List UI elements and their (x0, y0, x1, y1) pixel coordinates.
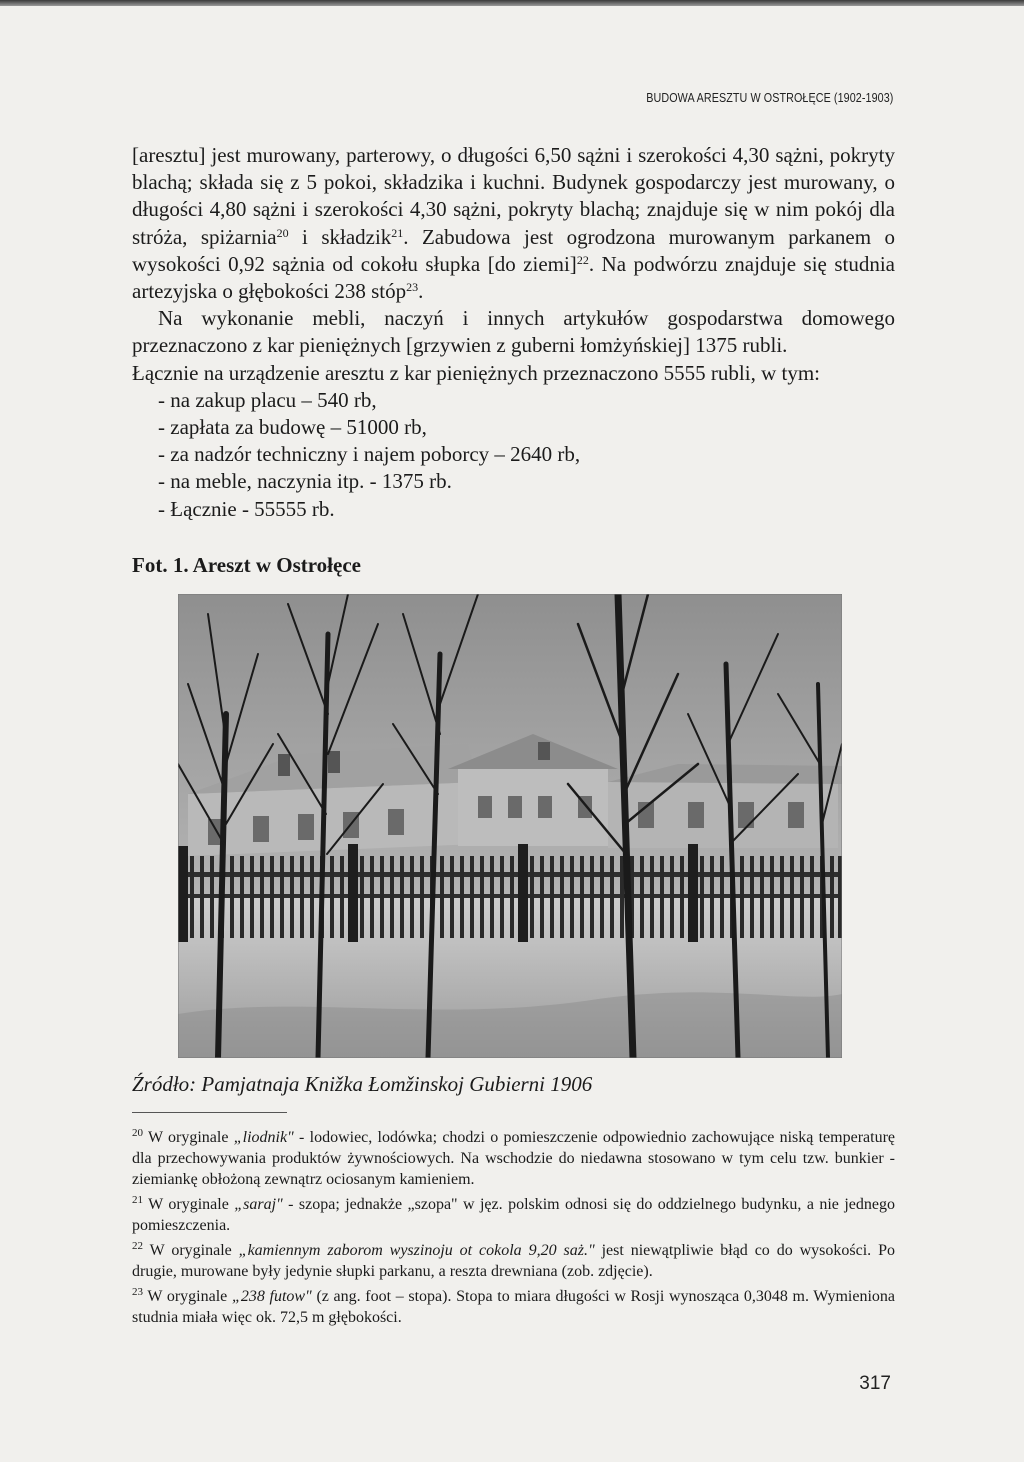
figure-caption: Fot. 1. Areszt w Ostrołęce (132, 553, 361, 577)
text-run: . (418, 279, 424, 304)
main-text (132, 142, 895, 523)
footnote-number: 20 (132, 1127, 143, 1139)
paragraph-total: Łącznie na urządzenie aresztu z kar pieniężnych przeznaczono 5555 rubli, w tym: (132, 360, 820, 385)
text-run: W oryginale (143, 1129, 234, 1146)
cost-list (132, 387, 895, 523)
cost-item: - zapłata za budowę – 51000 rb, (158, 415, 427, 440)
footnote-ref-23[interactable]: 23 (406, 280, 419, 295)
photo-drawing (178, 594, 842, 1058)
footnote-separator (132, 1112, 287, 1113)
text-run: [aresztu] jest murowany, parterowy, o długości 6,50 sążni i szerokości 4,30 sążni, pokryty blachą; składa się z 5 pokoi, składzika i kuchni. Budynek gospodarczy jest murowany, o długości 4,80 sążni i szerokości 4,30 sążni, pokryty blachą; znajduje się w nim pokój dla stróża, spiżarnia (132, 143, 895, 249)
scan-edge (0, 0, 1024, 6)
chimney (538, 742, 550, 760)
footnote-21 (132, 1194, 895, 1236)
footnote-term: „liodnik" (233, 1129, 294, 1146)
figure-source: Źródło: Pamjatnaja Knižka Łomžinskoj Gubierni 1906 (132, 1072, 593, 1096)
cost-item: - na meble, naczynia itp. - 1375 rb. (158, 469, 452, 494)
paragraph-furniture: Na wykonanie mebli, naczyń i innych artykułów gospodarstwa domowego przeznaczono z kar pieniężnych [grzywien z guberni łomżyńskiej] 1375 rubli. (132, 306, 895, 358)
footnote-22 (132, 1240, 895, 1282)
running-header: BUDOWA ARESZTU W OSTROŁĘCE (1902-1903) (645, 91, 893, 105)
footnote-term: „saraj" (234, 1196, 283, 1213)
footnote-term: „kamiennym zaborom wyszinoju ot cokola 9,20 saż." (238, 1242, 595, 1259)
cost-item: - na zakup placu – 540 rb, (158, 387, 377, 412)
footnote-number: 22 (132, 1240, 143, 1252)
footnote-ref-21[interactable]: 21 (391, 225, 404, 240)
footnote-ref-20[interactable]: 20 (276, 225, 289, 240)
text-run: i składzik (288, 224, 392, 249)
text-run: W oryginale (143, 1242, 239, 1259)
footnote-term: „238 futow" (231, 1288, 312, 1305)
text-run: W oryginale (143, 1288, 232, 1305)
footnote-ref-22[interactable]: 22 (576, 252, 589, 267)
text-run: (z ang. foot – stopa). Stopa to miara długości w Rosji wynosząca 0,3048 m. Wymieniona studnia miała więc ok. 72,5 m głębokości. (132, 1288, 895, 1326)
footnote-20 (132, 1127, 895, 1190)
page-number: 317 (859, 1373, 891, 1394)
text-run: . Zabudowa jest ogrodzona murowanym parkanem o wysokości 0,92 sążnia od cokołu słupka [do ziemi] (132, 224, 895, 276)
footnotes (132, 1127, 895, 1332)
chimney (328, 751, 340, 773)
footnote-number: 23 (132, 1286, 143, 1298)
cost-item: - Łącznie - 55555 rb. (158, 496, 335, 521)
footnote-23 (132, 1286, 895, 1328)
text-run: jest niewątpliwie błąd co do wysokości. Po drugie, murowane były jedynie słupki parkanu, a reszta drewniana (zob. zdjęcie). (132, 1242, 895, 1280)
cost-item: - za nadzór techniczny i najem poborcy – 2640 rb, (158, 442, 581, 467)
paragraph-building-description (132, 142, 895, 305)
chimney (278, 754, 290, 776)
photo-arrest-building (178, 594, 842, 1058)
text-run: - szopa; jednakże „szopa" w jęz. polskim odnosi się do oddzielnego budynku, a nie jednego pomieszczenia. (132, 1196, 895, 1234)
text-run: . Na podwórzu znajduje się studnia artezyjska o głębokości 238 stóp (132, 251, 896, 304)
text-run: - lodowiec, lodówka; chodzi o pomieszczenie odpowiednio zachowujące niską temperaturę dla przechowywania produktów żywnościowych. Na wschodzie do niedawna stosowano w tym celu tzw. bunkier -ziemiankę obłożoną zewnątrz ociosanym kamieniem. (132, 1129, 896, 1188)
footnote-number: 21 (132, 1194, 143, 1206)
text-run: W oryginale (143, 1196, 235, 1213)
